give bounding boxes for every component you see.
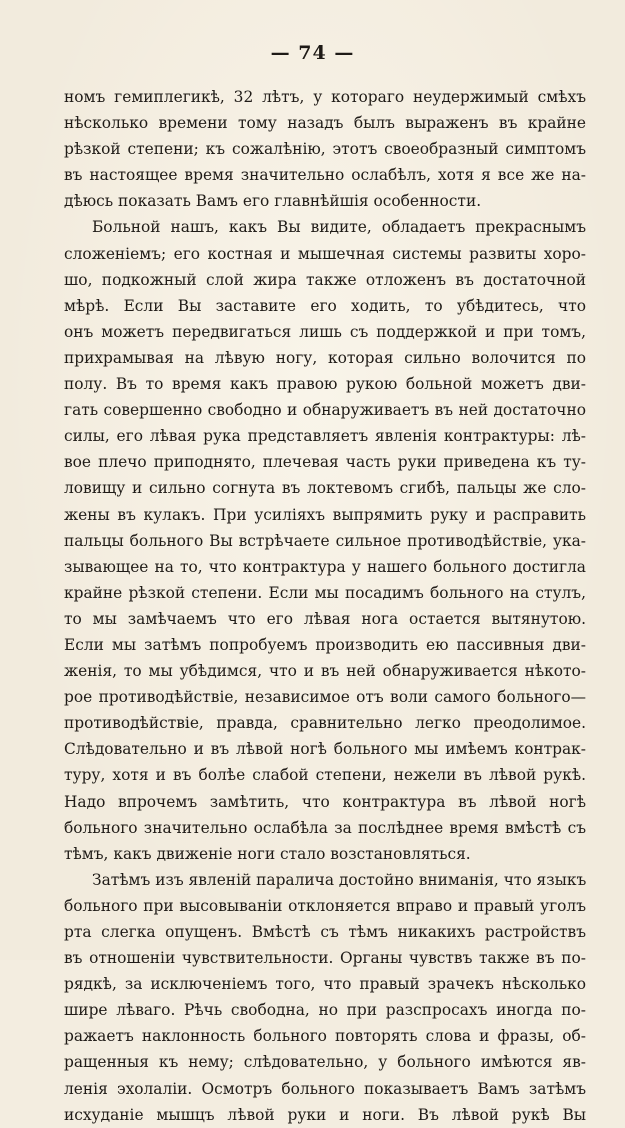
text-line: дѣюсь показать Вамъ его главнѣйшія особенности. (64, 192, 482, 211)
text-line: Затѣмъ изъ явленій паралича достойно вниманія, что языкъ (92, 870, 587, 889)
text-line: противодѣйствіе, правда, сравнительно легко преодолимое. (64, 714, 586, 733)
text-line: мѣрѣ. Если Вы заставите его ходить, то убѣдитесь, что (64, 296, 586, 315)
text-line: силы, его лѣвая рука представляетъ явленія контрактуры: лѣ- (64, 427, 586, 446)
text-line: Слѣдовательно и въ лѣвой ногѣ больного мы имѣемъ контрак- (64, 740, 586, 759)
text-line: крайне рѣзкой степени. Если мы посадимъ больного на стулъ, (64, 583, 586, 602)
text-line: въ настоящее время значительно ослабѣлъ, хотя я все же на- (64, 166, 586, 185)
text-line: женія, то мы убѣдимся, что и въ ней обнаруживается нѣкото- (64, 662, 586, 681)
text-line: больного при высовываніи отклоняется вправо и правый уголъ (64, 896, 586, 915)
text-line: исхуданіе мышцъ лѣвой руки и ноги. Въ лѣвой рукѣ Вы (64, 1105, 586, 1124)
page-number: — 74 — (270, 42, 355, 64)
text-line: Больной нашъ, какъ Вы видите, обладаетъ прекраснымъ (92, 218, 586, 237)
text-line: полу. Въ то время какъ правою рукою больной можетъ дви- (64, 375, 586, 394)
text-line: ращенныя къ нему; слѣдовательно, у больного имѣются яв- (64, 1053, 586, 1072)
body-text (64, 84, 586, 1128)
text-line: ленія эхолаліи. Осмотръ больного показываетъ Вамъ затѣмъ (64, 1079, 586, 1098)
text-line: пальцы больного Вы встрѣчаете сильное противодѣйствіе, ука- (64, 531, 586, 550)
text-line: вое плечо приподнято, плечевая часть руки приведена къ ту- (64, 453, 586, 472)
text-line: зывающее на то, что контрактура у нашего больного достигла (64, 557, 586, 576)
text-line: шо, подкожный слой жира также отложенъ въ достаточной (64, 270, 586, 289)
text-line: гать совершенно свободно и обнаруживаетъ въ ней достаточно (64, 401, 586, 420)
text-line: рядкѣ, за исключеніемъ того, что правый зрачекъ нѣсколько (64, 975, 586, 994)
text-line: тѣмъ, какъ движеніе ноги стало возстановляться. (64, 844, 471, 863)
text-line: рѣзкой степени; къ сожалѣнію, этотъ своеобразный симптомъ (64, 140, 586, 159)
text-line: шире лѣваго. Рѣчь свободна, но при разспросахъ иногда по- (64, 1001, 586, 1020)
text-line: туру, хотя и въ болѣе слабой степени, нежели въ лѣвой рукѣ. (64, 766, 586, 785)
text-line: больного значительно ослабѣла за послѣднее время вмѣстѣ съ (64, 818, 586, 837)
text-line: онъ можетъ передвигаться лишь съ поддержкой и при томъ, (64, 322, 586, 341)
text-line: сложеніемъ; его костная и мышечная системы развиты хоро- (64, 244, 586, 263)
text-line: рта слегка опущенъ. Вмѣстѣ съ тѣмъ никакихъ растройствъ (64, 923, 586, 941)
text-line: то мы замѣчаемъ что его лѣвая нога остается вытянутою. (64, 609, 586, 628)
text-line: въ отношеніи чувствительности. Органы чувствъ также въ по- (64, 949, 586, 968)
text-line: Надо впрочемъ замѣтить, что контрактура въ лѣвой ногѣ (64, 792, 586, 811)
paragraph (64, 84, 586, 214)
text-line: нѣсколько времени тому назадъ былъ выраженъ въ крайне (64, 114, 586, 133)
text-line: номъ гемиплегикѣ, 32 лѣтъ, у котораго неудержимый смѣхъ (64, 88, 586, 106)
paragraph (64, 214, 586, 866)
paragraph (64, 867, 586, 1128)
text-line: жены въ кулакъ. При усиліяхъ выпрямить руку и расправить (64, 505, 586, 524)
text-line: ражаетъ наклонность больного повторять слова и фразы, об- (64, 1027, 586, 1046)
text-line: ловищу и сильно согнута въ локтевомъ сгибѣ, пальцы же сло- (64, 479, 586, 498)
text-line: рое противодѣйствіе, независимое отъ воли самого больного— (64, 688, 586, 707)
text-line: Если мы затѣмъ попробуемъ производить ею пассивныя дви- (64, 635, 586, 654)
text-line: прихрамывая на лѣвую ногу, которая сильно волочится по (64, 348, 586, 367)
